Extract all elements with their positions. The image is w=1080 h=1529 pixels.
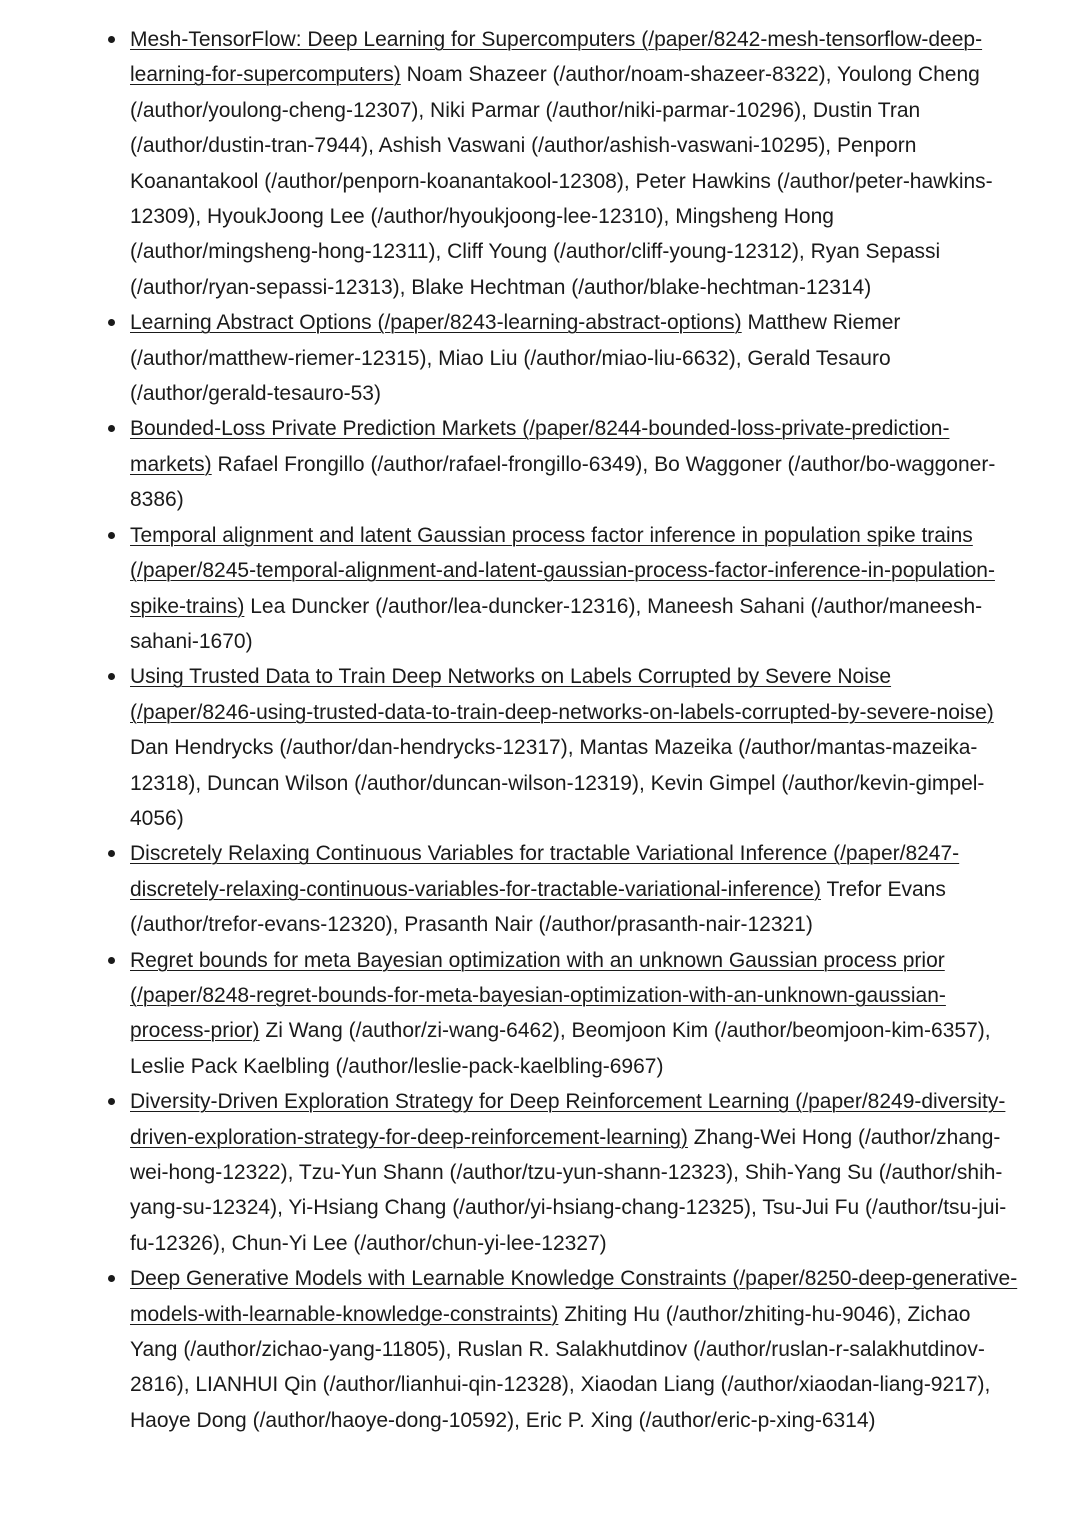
bullet-icon	[108, 673, 115, 680]
bullet-icon	[108, 36, 115, 43]
bullet-icon	[108, 319, 115, 326]
paper-list	[0, 22, 1020, 1438]
paper-authors: Dan Hendrycks (/author/dan-hendrycks-12317), Mantas Mazeika (/author/mantas-mazeika-12318), Duncan Wilson (/author/duncan-wilson-12319), Kevin Gimpel (/author/kevin-gimpel-4056)	[130, 736, 985, 830]
paper-link[interactable]: Discretely Relaxing Continuous Variables for tractable Variational Inference (/paper/8247-discretely-relaxing-continuous-variables-for-tractable-variational-inference)	[130, 842, 960, 901]
paper-link[interactable]: Learning Abstract Options (/paper/8243-learning-abstract-options)	[130, 311, 742, 335]
paper-link[interactable]: Deep Generative Models with Learnable Knowledge Constraints (/paper/8250-deep-generative-models-with-learnable-knowledge-constraints)	[130, 1267, 1018, 1326]
paper-authors: Zi Wang (/author/zi-wang-6462), Beomjoon Kim (/author/beomjoon-kim-6357), Leslie Pack Kaelbling (/author/leslie-pack-kaelbling-6967)	[130, 1019, 991, 1078]
paper-link[interactable]: Mesh-TensorFlow: Deep Learning for Supercomputers (/paper/8242-mesh-tensorflow-deep-learning-for-supercomputers)	[130, 28, 983, 87]
paper-authors: Rafael Frongillo (/author/rafael-frongillo-6349), Bo Waggoner (/author/bo-waggoner-8386)	[130, 452, 996, 512]
bullet-icon	[108, 957, 115, 964]
paper-authors: Zhiting Hu (/author/zhiting-hu-9046), Zichao Yang (/author/zichao-yang-11805), Ruslan R. Salakhutdinov (/author/ruslan-r-salakhutdinov-2816), LIANHUI Qin (/author/lianhui-qin-12328), Xiaodan Liang (/author/xiaodan-liang-9217), Haoye Dong (/author/haoye-dong-10592), Eric P. Xing (/author/eric-p-xing-6314)	[130, 1302, 991, 1432]
bullet-icon	[108, 1098, 115, 1105]
list-item	[130, 1084, 1020, 1261]
paper-authors: Zhang-Wei Hong (/author/zhang-wei-hong-12322), Tzu-Yun Shann (/author/tzu-yun-shann-12323), Shih-Yang Su (/author/shih-yang-su-12324), Yi-Hsiang Chang (/author/yi-hsiang-chang-12325), Tsu-Jui Fu (/author/tsu-jui-fu-12326), Chun-Yi Lee (/author/chun-yi-lee-12327)	[130, 1125, 1007, 1255]
list-item	[130, 22, 1020, 305]
list-item	[130, 836, 1020, 942]
paper-link[interactable]: Regret bounds for meta Bayesian optimization with an unknown Gaussian process prior (/paper/8248-regret-bounds-for-meta-bayesian-optimization-with-an-unknown-gaussian-process-prior)	[130, 948, 946, 1043]
paper-link[interactable]: Bounded-Loss Private Prediction Markets (/paper/8244-bounded-loss-private-prediction-markets)	[130, 417, 950, 476]
list-item	[130, 518, 1020, 660]
paper-link[interactable]: Temporal alignment and latent Gaussian process factor inference in population spike trains (/paper/8245-temporal-alignment-and-latent-gaussian-process-factor-inference-in-population-spike-trains)	[130, 523, 995, 618]
list-item	[130, 659, 1020, 836]
paper-link[interactable]: Using Trusted Data to Train Deep Networks on Labels Corrupted by Severe Noise (/paper/8246-using-trusted-data-to-train-deep-networks-on-labels-corrupted-by-severe-noise)	[130, 665, 994, 724]
list-item	[130, 943, 1020, 1085]
bullet-icon	[108, 425, 115, 432]
bullet-icon	[108, 532, 115, 539]
paper-authors: Trefor Evans (/author/trefor-evans-12320), Prasanth Nair (/author/prasanth-nair-12321)	[130, 877, 946, 937]
paper-authors: Lea Duncker (/author/lea-duncker-12316), Maneesh Sahani (/author/maneesh-sahani-1670)	[130, 594, 983, 653]
paper-authors: Noam Shazeer (/author/noam-shazeer-8322), Youlong Cheng (/author/youlong-cheng-12307), Niki Parmar (/author/niki-parmar-10296), Dustin Tran (/author/dustin-tran-7944), Ashish Vaswani (/author/ashish-vaswani-10295), Penporn Koanantakool (/author/penporn-koanantakool-12308), Peter Hawkins (/author/peter-hawkins-12309), HyoukJoong Lee (/author/hyoukjoong-lee-12310), Mingsheng Hong (/author/mingsheng-hong-12311), Cliff Young (/author/cliff-young-12312), Ryan Sepassi (/author/ryan-sepassi-12313), Blake Hechtman (/author/blake-hechtman-12314)	[130, 63, 993, 299]
paper-link[interactable]: Diversity-Driven Exploration Strategy for Deep Reinforcement Learning (/paper/8249-diversity-driven-exploration-strategy-for-deep-reinforcement-learning)	[130, 1090, 1006, 1149]
bullet-icon	[108, 850, 115, 857]
list-item	[130, 305, 1020, 411]
bullet-icon	[108, 1275, 115, 1282]
list-item	[130, 1261, 1020, 1438]
list-item	[130, 411, 1020, 517]
paper-authors: Matthew Riemer (/author/matthew-riemer-12315), Miao Liu (/author/miao-liu-6632), Gerald Tesauro (/author/gerald-tesauro-53)	[130, 311, 901, 406]
